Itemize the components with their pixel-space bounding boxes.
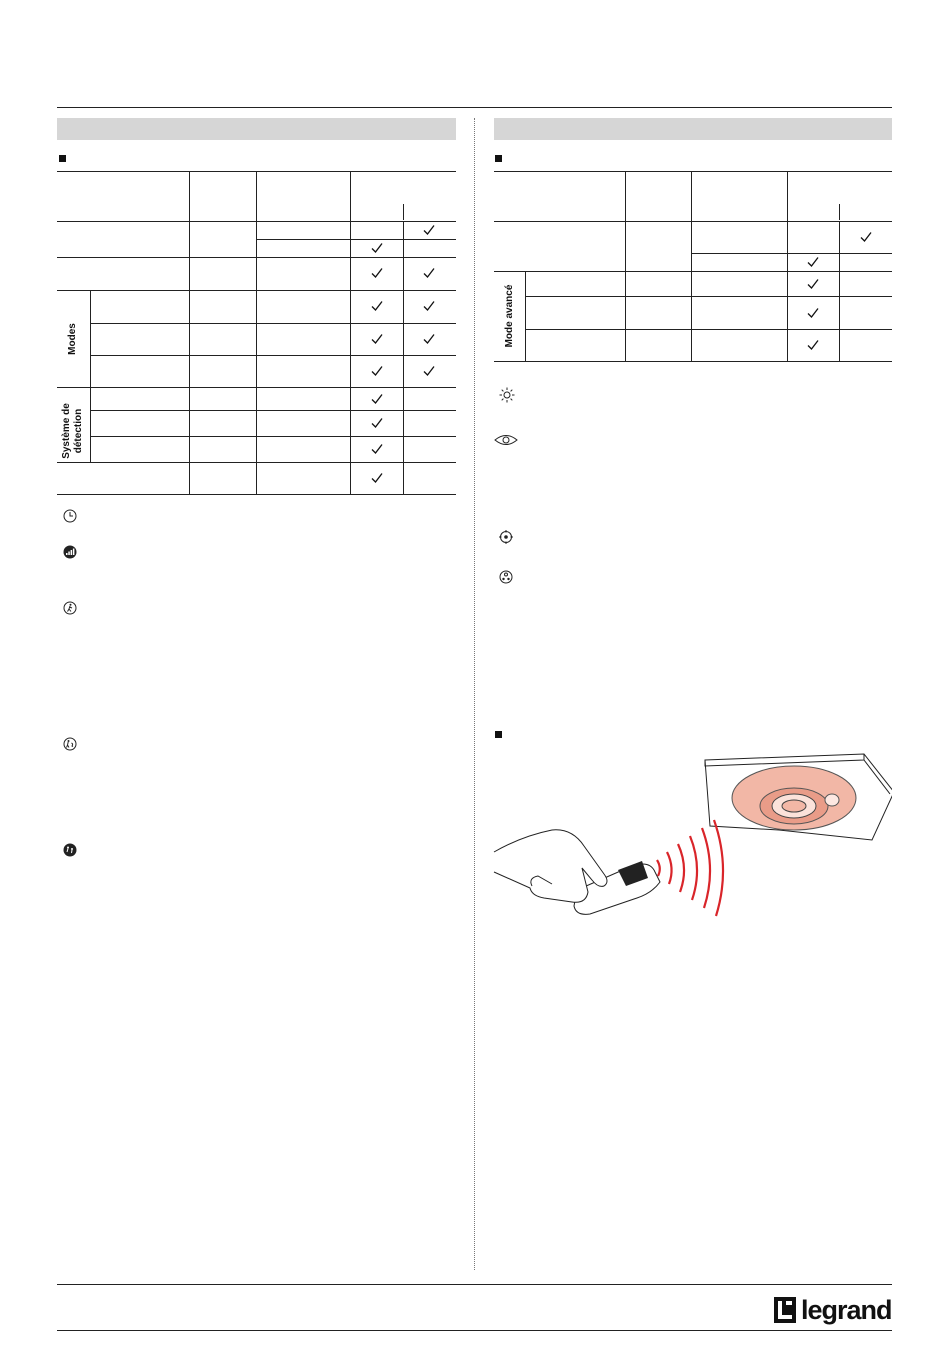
check-mark xyxy=(370,364,384,378)
check-mark xyxy=(422,332,436,346)
check-mark xyxy=(370,266,384,280)
check-mark xyxy=(806,306,820,320)
column-divider xyxy=(474,118,475,1270)
check-mark xyxy=(370,416,384,430)
check-mark xyxy=(806,277,820,291)
brand-name: legrand xyxy=(801,1295,892,1325)
check-mark xyxy=(370,299,384,313)
check-mark xyxy=(422,299,436,313)
right-bullet xyxy=(495,155,502,162)
check-mark xyxy=(370,442,384,456)
right-bullet-2 xyxy=(495,731,502,738)
legrand-logo xyxy=(774,1296,892,1324)
header-rule xyxy=(57,107,892,108)
check-mark xyxy=(806,255,820,269)
person-group-icon xyxy=(63,843,77,857)
footer-rule-top xyxy=(57,1284,892,1285)
illustration xyxy=(492,748,892,918)
left-section-band xyxy=(57,118,456,140)
target-icon xyxy=(499,530,513,544)
check-mark xyxy=(806,338,820,352)
check-mark xyxy=(859,230,873,244)
modes-label: Modes xyxy=(67,323,78,355)
check-mark xyxy=(370,392,384,406)
check-mark xyxy=(370,471,384,485)
clock-icon xyxy=(63,509,77,523)
check-mark xyxy=(370,241,384,255)
check-mark xyxy=(370,332,384,346)
footer-rule-bottom xyxy=(57,1330,892,1331)
check-mark xyxy=(422,364,436,378)
ceiling-sensor-icon xyxy=(705,754,892,840)
sensor-adjust-icon xyxy=(499,570,513,584)
signal-waves-icon xyxy=(657,820,723,916)
signal-bars-icon xyxy=(63,545,77,559)
check-mark xyxy=(422,223,436,237)
person-delay-icon xyxy=(63,737,77,751)
sun-icon xyxy=(499,387,513,401)
legrand-mark-icon xyxy=(774,1297,796,1323)
check-mark xyxy=(422,266,436,280)
right-section-band xyxy=(494,118,892,140)
eye-icon xyxy=(494,433,518,447)
detection-system-label: Système de détection xyxy=(61,403,84,459)
walking-person-icon xyxy=(63,601,77,615)
advanced-mode-label: Mode avancé xyxy=(504,284,515,348)
left-bullet xyxy=(59,155,66,162)
